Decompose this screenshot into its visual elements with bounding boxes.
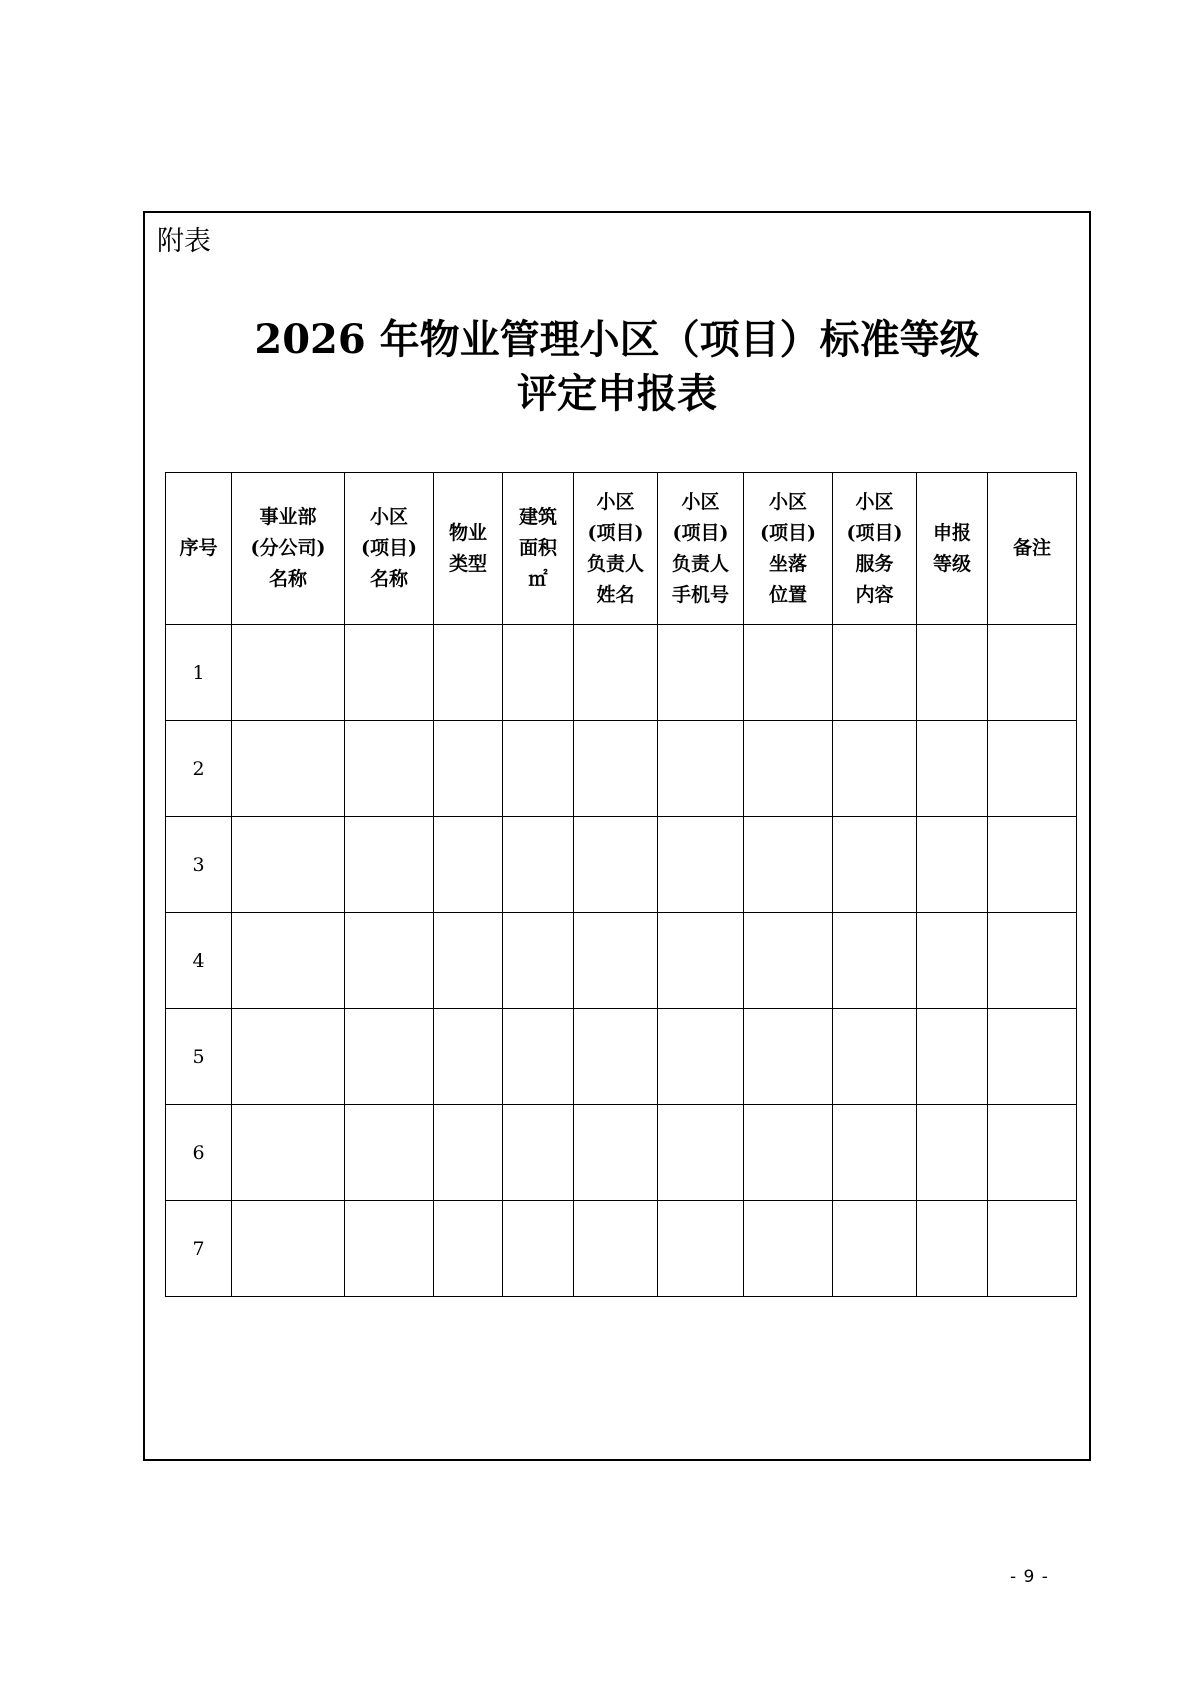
report-table [165, 472, 1077, 1297]
header-line: 申报 [932, 521, 971, 544]
property-type-cell[interactable] [434, 1105, 503, 1201]
service-content-cell[interactable] [833, 1105, 917, 1201]
document-title [145, 313, 1089, 421]
manager-name-cell[interactable] [574, 913, 658, 1009]
header-line: 小区 [596, 490, 635, 513]
header-manager-name [574, 473, 658, 625]
manager-phone-cell[interactable] [658, 1201, 744, 1297]
remarks-cell[interactable] [988, 1009, 1077, 1105]
table-row [166, 913, 1077, 1009]
manager-phone-cell[interactable] [658, 625, 744, 721]
project-name-cell[interactable] [345, 817, 434, 913]
department-cell[interactable] [232, 721, 345, 817]
table-row [166, 625, 1077, 721]
header-floor-area [503, 473, 574, 625]
property-type-cell[interactable] [434, 1009, 503, 1105]
department-cell[interactable] [232, 817, 345, 913]
header-line: 名称 [268, 568, 307, 590]
manager-name-cell[interactable] [574, 721, 658, 817]
row-seq-cell: 4 [166, 913, 232, 1009]
service-content-cell[interactable] [833, 817, 917, 913]
service-content-cell[interactable] [833, 721, 917, 817]
property-type-cell[interactable] [434, 721, 503, 817]
location-cell[interactable] [744, 913, 833, 1009]
header-line: 位置 [768, 583, 807, 606]
header-line: ㎡ [528, 568, 548, 590]
department-cell[interactable] [232, 1105, 345, 1201]
service-content-cell[interactable] [833, 913, 917, 1009]
project-name-cell[interactable] [345, 625, 434, 721]
header-line: 小区 [768, 490, 807, 513]
remarks-cell[interactable] [988, 817, 1077, 913]
table-row [166, 721, 1077, 817]
header-department [232, 473, 345, 625]
remarks-cell[interactable] [988, 1201, 1077, 1297]
header-line: 服务 [855, 552, 894, 575]
project-name-cell[interactable] [345, 913, 434, 1009]
location-cell[interactable] [744, 817, 833, 913]
row-seq-cell: 3 [166, 817, 232, 913]
header-line: 序号 [179, 537, 218, 559]
row-seq-cell: 6 [166, 1105, 232, 1201]
header-property-type [434, 473, 503, 625]
floor-area-cell[interactable] [503, 625, 574, 721]
header-remarks [988, 473, 1077, 625]
header-line: 备注 [1012, 537, 1051, 559]
header-line: 建筑 [518, 506, 557, 528]
remarks-cell[interactable] [988, 721, 1077, 817]
manager-phone-cell[interactable] [658, 721, 744, 817]
header-line: 小区 [855, 490, 894, 513]
floor-area-cell[interactable] [503, 1201, 574, 1297]
header-line: 手机号 [671, 583, 729, 606]
table-row [166, 1105, 1077, 1201]
remarks-cell[interactable] [988, 913, 1077, 1009]
title-line-2: 评定申报表 [517, 370, 717, 417]
department-cell[interactable] [232, 1201, 345, 1297]
manager-name-cell[interactable] [574, 1201, 658, 1297]
location-cell[interactable] [744, 1105, 833, 1201]
header-line: 坐落 [768, 552, 807, 575]
header-line: 事业部 [259, 506, 317, 528]
declared-grade-cell[interactable] [917, 1105, 988, 1201]
appendix-frame [143, 211, 1091, 1461]
table-row [166, 1201, 1077, 1297]
header-line: 内容 [855, 583, 894, 606]
manager-phone-cell[interactable] [658, 1105, 744, 1201]
page-number: - 9 - [1010, 1567, 1049, 1587]
floor-area-cell[interactable] [503, 1009, 574, 1105]
declared-grade-cell[interactable] [917, 1009, 988, 1105]
property-type-cell[interactable] [434, 817, 503, 913]
declared-grade-cell[interactable] [917, 1201, 988, 1297]
header-seq [166, 473, 232, 625]
header-line: (项目) [760, 521, 816, 544]
department-cell[interactable] [232, 1009, 345, 1105]
remarks-cell[interactable] [988, 625, 1077, 721]
header-line: (分公司) [250, 537, 326, 559]
header-line: 物业 [448, 521, 487, 544]
header-project-name [345, 473, 434, 625]
floor-area-cell[interactable] [503, 721, 574, 817]
row-seq-cell: 2 [166, 721, 232, 817]
property-type-cell[interactable] [434, 625, 503, 721]
header-line: (项目) [672, 521, 729, 544]
floor-area-cell[interactable] [503, 817, 574, 913]
declared-grade-cell[interactable] [917, 913, 988, 1009]
declared-grade-cell[interactable] [917, 625, 988, 721]
header-line: 负责人 [671, 552, 729, 575]
manager-phone-cell[interactable] [658, 1009, 744, 1105]
header-line: (项目) [361, 537, 417, 559]
remarks-cell[interactable] [988, 1105, 1077, 1201]
manager-name-cell[interactable] [574, 1009, 658, 1105]
property-type-cell[interactable] [434, 913, 503, 1009]
location-cell[interactable] [744, 721, 833, 817]
manager-name-cell[interactable] [574, 1105, 658, 1201]
project-name-cell[interactable] [345, 1105, 434, 1201]
header-manager-phone [658, 473, 744, 625]
department-cell[interactable] [232, 913, 345, 1009]
floor-area-cell[interactable] [503, 913, 574, 1009]
location-cell[interactable] [744, 1201, 833, 1297]
location-cell[interactable] [744, 1009, 833, 1105]
project-name-cell[interactable] [345, 721, 434, 817]
title-line-1: 2026 年物业管理小区（项目）标准等级 [254, 316, 980, 363]
manager-name-cell[interactable] [574, 817, 658, 913]
declared-grade-cell[interactable] [917, 817, 988, 913]
header-line: 等级 [932, 552, 971, 575]
header-line: (项目) [587, 521, 644, 544]
header-line: 小区 [681, 490, 720, 513]
table-header-row [166, 473, 1077, 625]
header-line: 名称 [369, 568, 408, 590]
service-content-cell[interactable] [833, 1201, 917, 1297]
service-content-cell[interactable] [833, 625, 917, 721]
row-seq-cell: 1 [166, 625, 232, 721]
table-row [166, 817, 1077, 913]
project-name-cell[interactable] [345, 1201, 434, 1297]
manager-phone-cell[interactable] [658, 913, 744, 1009]
header-location [744, 473, 833, 625]
header-declared-grade [917, 473, 988, 625]
department-cell[interactable] [232, 625, 345, 721]
header-line: 姓名 [596, 583, 635, 606]
row-seq-cell: 7 [166, 1201, 232, 1297]
header-line: 负责人 [586, 552, 644, 575]
location-cell[interactable] [744, 625, 833, 721]
floor-area-cell[interactable] [503, 1105, 574, 1201]
project-name-cell[interactable] [345, 1009, 434, 1105]
manager-name-cell[interactable] [574, 625, 658, 721]
header-line: 小区 [369, 506, 408, 528]
table-row [166, 1009, 1077, 1105]
header-line: 类型 [448, 552, 487, 575]
header-line: (项目) [846, 521, 903, 544]
appendix-label: 附表 [157, 226, 211, 257]
header-service-content [833, 473, 917, 625]
declared-grade-cell[interactable] [917, 721, 988, 817]
row-seq-cell: 5 [166, 1009, 232, 1105]
header-line: 面积 [518, 537, 557, 559]
service-content-cell[interactable] [833, 1009, 917, 1105]
property-type-cell[interactable] [434, 1201, 503, 1297]
manager-phone-cell[interactable] [658, 817, 744, 913]
